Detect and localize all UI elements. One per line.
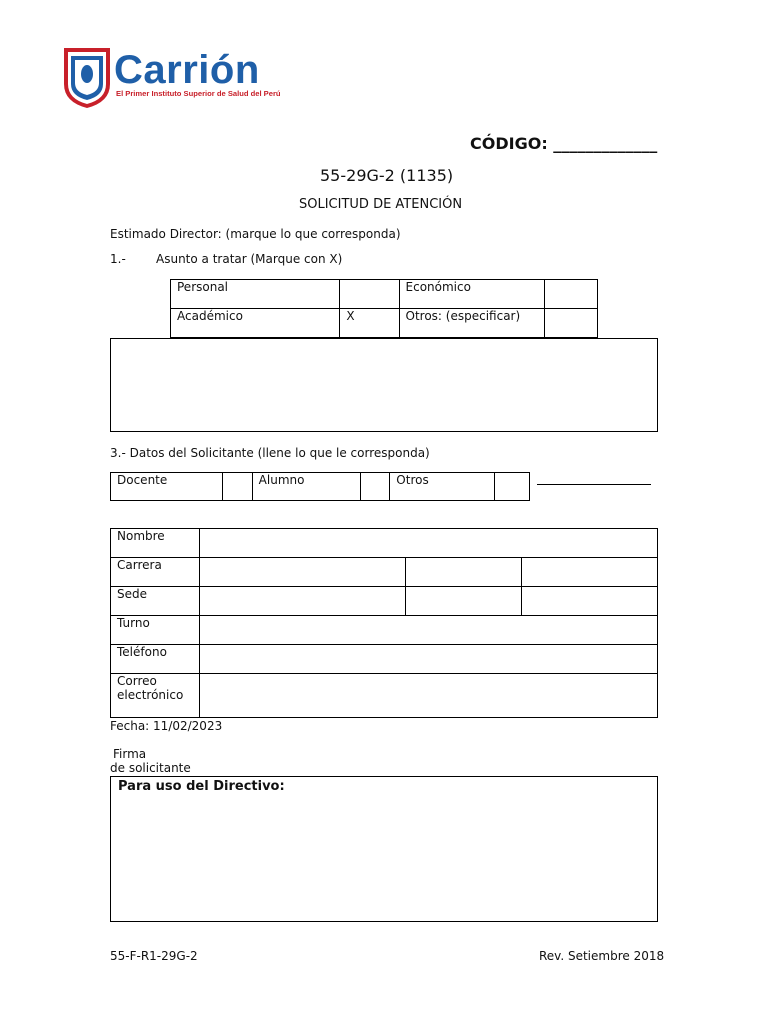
section1-heading: Asunto a tratar (Marque con X): [156, 252, 343, 266]
footer-form-code: 55-F-R1-29G-2: [110, 949, 198, 963]
field-nombre-input[interactable]: [200, 529, 658, 558]
page-title: SOLICITUD DE ATENCIÓN: [299, 197, 463, 212]
option-otros-label: Otros: (especificar): [399, 309, 544, 338]
field-correo-label: Correo electrónico: [111, 674, 200, 718]
section3-heading: 3.- Datos del Solicitante (llene lo que le corresponda): [110, 446, 430, 460]
document-code: 55-29G-2 (1135): [320, 166, 454, 185]
type-docente-checkbox[interactable]: [223, 473, 252, 501]
field-sede-label: Sede: [111, 587, 200, 616]
option-otros-checkbox[interactable]: [544, 309, 597, 338]
option-economico-label: Económico: [399, 280, 544, 309]
applicant-type-table: [110, 472, 530, 501]
firma-sublabel: de solicitante: [110, 761, 191, 775]
option-academico-label: Académico: [171, 309, 340, 338]
otros-specify-line[interactable]: [537, 484, 651, 485]
intro-text: Estimado Director: (marque lo que corresponda): [110, 227, 401, 241]
codigo-label: CÓDIGO: _____________: [470, 134, 658, 153]
field-sede-input-3[interactable]: [522, 587, 658, 616]
option-economico-checkbox[interactable]: [544, 280, 597, 309]
fecha-text: Fecha: 11/02/2023: [110, 719, 223, 733]
type-otros-checkbox[interactable]: [494, 473, 529, 501]
section1-number: 1.-: [110, 252, 126, 266]
option-personal-checkbox[interactable]: [340, 280, 399, 309]
field-nombre-label: Nombre: [111, 529, 200, 558]
type-alumno-label: Alumno: [252, 473, 360, 501]
field-sede-input-2[interactable]: [406, 587, 522, 616]
field-carrera-input-2[interactable]: [406, 558, 522, 587]
logo-tagline: El Primer Instituto Superior de Salud del Perú: [116, 89, 281, 98]
footer-revision: Rev. Setiembre 2018: [539, 949, 665, 963]
option-academico-checkbox[interactable]: X: [340, 309, 399, 338]
type-alumno-checkbox[interactable]: [360, 473, 389, 501]
field-turno-input[interactable]: [200, 616, 658, 645]
directivo-label: Para uso del Directivo:: [118, 779, 285, 794]
applicant-data-table: [110, 528, 658, 718]
field-carrera-input-3[interactable]: [522, 558, 658, 587]
firma-label: Firma: [113, 747, 147, 761]
field-telefono-label: Teléfono: [111, 645, 200, 674]
option-personal-label: Personal: [171, 280, 340, 309]
field-telefono-input[interactable]: [200, 645, 658, 674]
field-turno-label: Turno: [111, 616, 200, 645]
directivo-box[interactable]: [110, 776, 658, 922]
subject-table: [170, 279, 598, 338]
details-textbox[interactable]: [110, 338, 658, 432]
field-sede-input-1[interactable]: [200, 587, 406, 616]
type-docente-label: Docente: [111, 473, 223, 501]
field-correo-input[interactable]: [200, 674, 658, 718]
field-carrera-input-1[interactable]: [200, 558, 406, 587]
field-carrera-label: Carrera: [111, 558, 200, 587]
type-otros-label: Otros: [390, 473, 494, 501]
logo-name: Carrión: [114, 48, 260, 92]
